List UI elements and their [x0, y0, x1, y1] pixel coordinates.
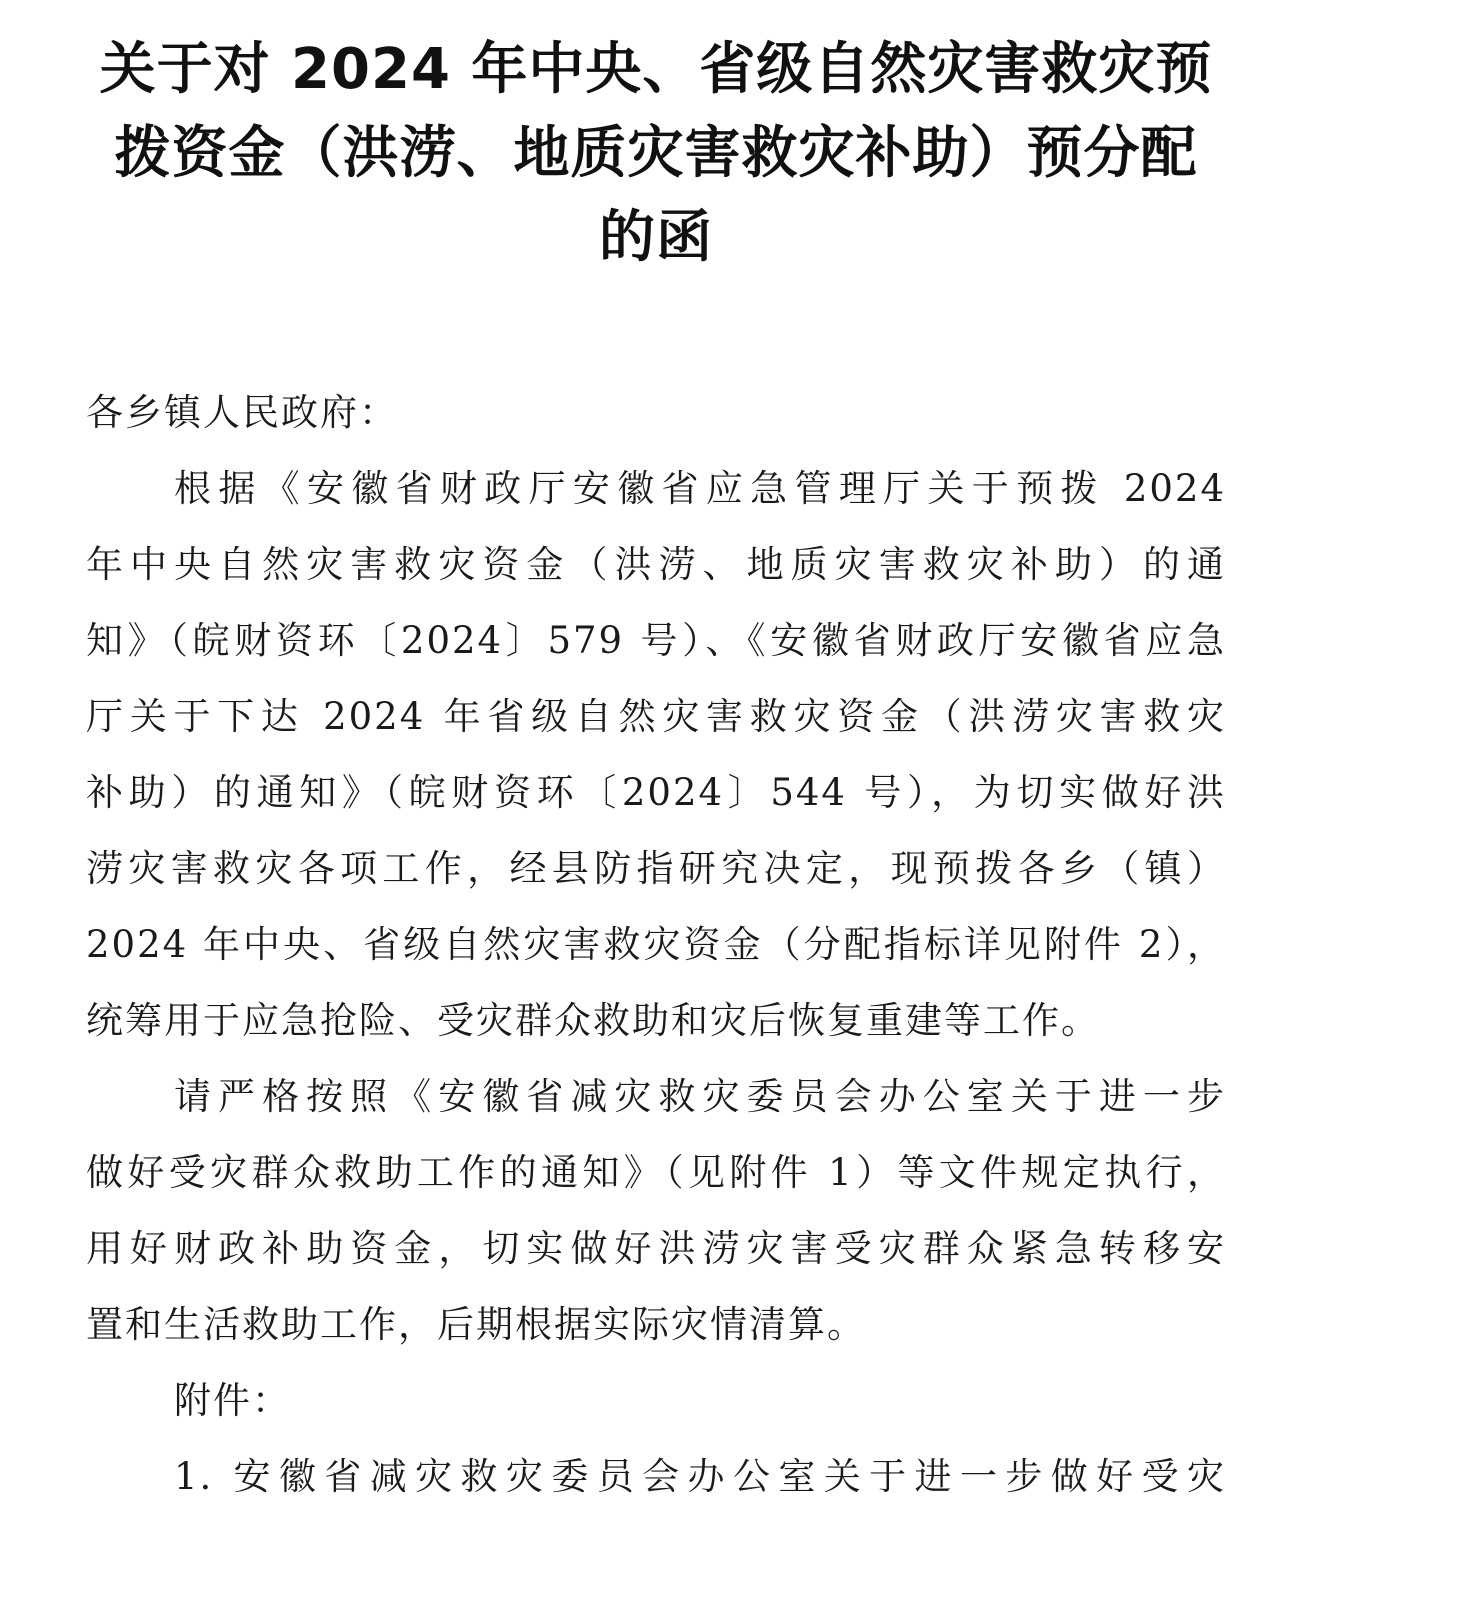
paragraph-1-line: 补助）的通知》（皖财资环〔2024〕544 号），为切实做好洪 [86, 771, 1226, 814]
paragraph-2 [86, 1059, 1226, 1363]
attachment-item-1: 1. 安徽省减灾救灾委员会办公室关于进一步做好受灾 [174, 1455, 1226, 1498]
paragraph-1-line: 统筹用于应急抢险、受灾群众救助和灾后恢复重建等工作。 [86, 999, 1100, 1042]
paragraph-2-line: 请严格按照《安徽省减灾救灾委员会办公室关于进一步 [174, 1075, 1226, 1118]
paragraph-1-line: 厅关于下达 2024 年省级自然灾害救灾资金（洪涝灾害救灾 [86, 695, 1226, 738]
paragraph-2-line: 置和生活救助工作，后期根据实际灾情清算。 [86, 1303, 866, 1346]
paragraph-2-line: 做好受灾群众救助工作的通知》（见附件 1）等文件规定执行， [86, 1151, 1226, 1194]
salutation: 各乡镇人民政府： [86, 391, 398, 434]
paragraph-1 [86, 451, 1226, 1059]
paragraph-1-line: 年中央自然灾害救灾资金（洪涝、地质灾害救灾补助）的通 [86, 543, 1226, 586]
title-line-3: 的函 [599, 205, 713, 270]
title-line-2: 拨资金（洪涝、地质灾害救灾补助）预分配 [114, 121, 1198, 186]
attachments-label: 附件： [174, 1379, 291, 1422]
paragraph-2-line: 用好财政补助资金，切实做好洪涝灾害受灾群众紧急转移安 [86, 1227, 1226, 1270]
paragraph-1-line: 根据《安徽省财政厅安徽省应急管理厅关于预拨 2024 [174, 467, 1226, 510]
paragraph-1-line: 2024 年中央、省级自然灾害救灾资金（分配指标详见附件 2）， [86, 923, 1226, 966]
document-title [86, 28, 1226, 280]
document-body [86, 375, 1226, 1515]
paragraph-1-line: 涝灾害救灾各项工作，经县防指研究决定，现预拨各乡（镇） [86, 847, 1226, 890]
paragraph-1-line: 知》（皖财资环〔2024〕579 号）、《安徽省财政厅安徽省应急 [86, 619, 1226, 662]
title-line-1: 关于对 2024 年中央、省级自然灾害救灾预 [99, 37, 1213, 102]
